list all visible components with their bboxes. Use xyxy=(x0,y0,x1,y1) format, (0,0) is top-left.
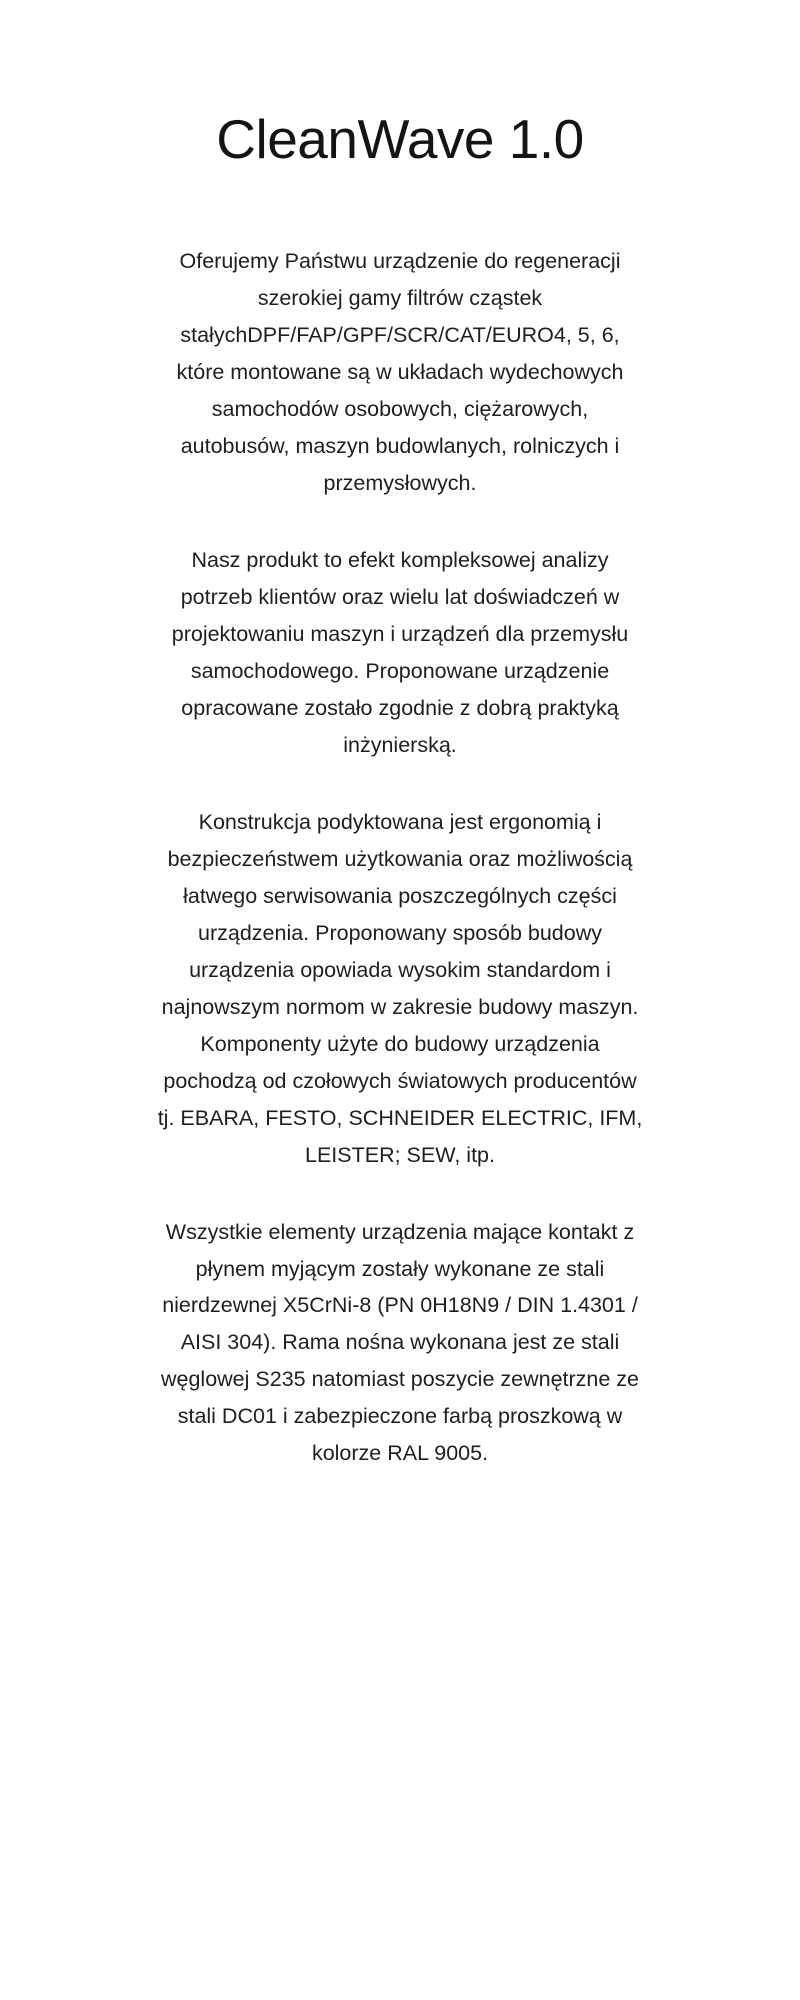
paragraph-intro: Oferujemy Państwu urządzenie do regeneracji szerokiej gamy filtrów cząstek stałychDPF/FAP/GPF/SCR/CAT/EURO4, 5, 6, które montowane są w układach wydechowych samochodów osobowych, ciężarowych, autobusów, maszyn budowlanych, rolniczych i przemysłowych. xyxy=(176,249,624,496)
paragraph-construction: Konstrukcja podyktowana jest ergonomią i bezpieczeństwem użytkowania oraz możliwością łatwego serwisowania poszczególnych części urządzenia. Proponowany sposób budowy urządzenia opowiada wysokim standardom i najnowszym normom w zakresie budowy maszyn. Komponenty użyte do budowy urządzenia pochodzą od czołowych światowych producentów tj. EBARA, FESTO, SCHNEIDER ELECTRIC, IFM, LEISTER; SEW, itp. xyxy=(157,809,643,1167)
paragraph-product-analysis: Nasz produkt to efekt kompleksowej analizy potrzeb klientów oraz wielu lat doświadczeń w projektowaniu maszyn i urządzeń dla przemysłu samochodowego. Proponowane urządzenie opracowane zostało zgodnie z dobrą praktyką inżynierską. xyxy=(171,548,629,757)
paragraph-materials: Wszystkie elementy urządzenia mające kontakt z płynem myjącym zostały wykonane ze stali nierdzewnej X5CrNi-8 (PN 0H18N9 / DIN 1.4301 / AISI 304). Rama nośna wykonana jest ze stali węglowej S235 natomiast poszycie zewnętrzne ze stali DC01 i zabezpieczone farbą proszkową w kolorze RAL 9005. xyxy=(160,1219,640,1466)
document-content xyxy=(155,0,645,1472)
page-title: CleanWave 1.0 xyxy=(216,108,584,170)
